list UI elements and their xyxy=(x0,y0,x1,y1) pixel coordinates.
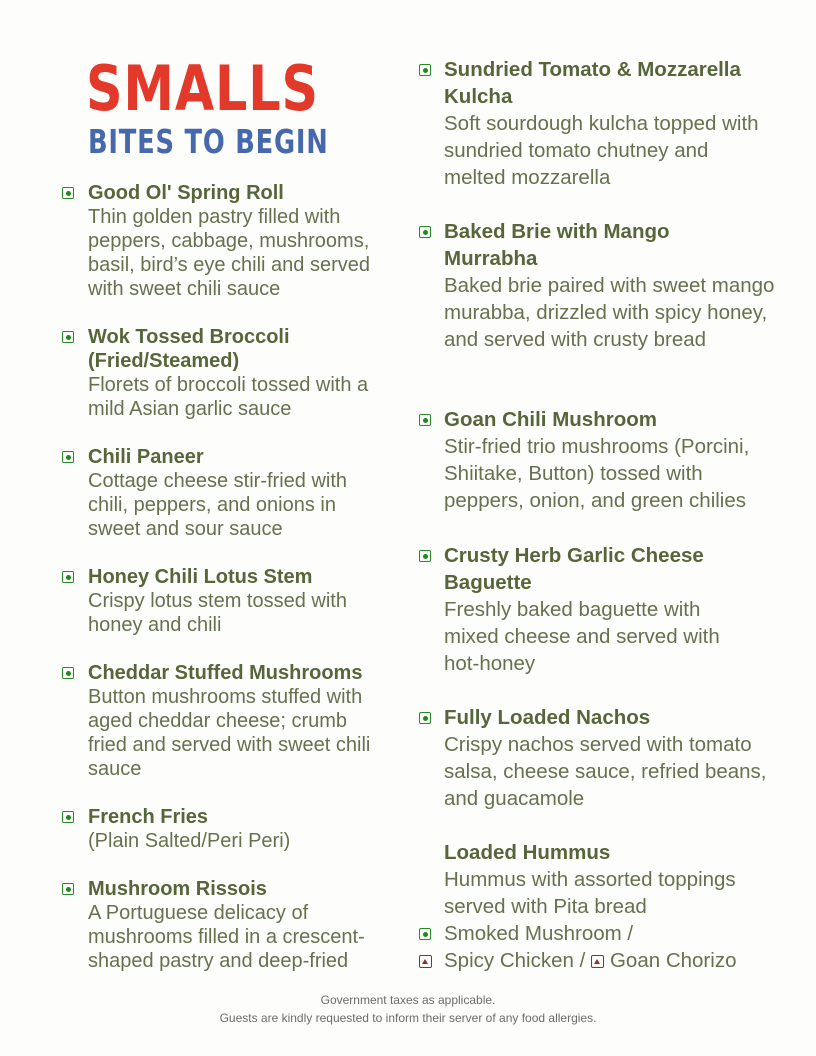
veg-icon xyxy=(62,187,74,199)
item-name: Good Ol' Spring Roll xyxy=(88,182,284,204)
nonveg-icon xyxy=(591,955,604,968)
menu-item xyxy=(444,56,784,191)
item-name: Loaded Hummus xyxy=(444,841,611,864)
option-label: Goan Chorizo xyxy=(609,949,737,972)
menu-item xyxy=(444,839,784,974)
veg-icon xyxy=(62,451,74,463)
menu-item xyxy=(88,805,388,853)
menu-item xyxy=(88,661,388,781)
item-name: Wok Tossed Broccoli (Fried/Steamed) xyxy=(88,326,290,372)
item-description: Thin golden pastry filled with peppers, cabbage, mushrooms, basil, bird’s eye chili and served with sweet chili sauce xyxy=(88,206,371,300)
item-name: French Fries xyxy=(88,806,209,828)
item-name: Crusty Herb Garlic Cheese Baguette xyxy=(444,544,704,594)
menu-item xyxy=(88,181,388,301)
item-description: Stir-fried trio mushrooms (Porcini, Shiitake, Button) tossed with peppers, onion, and green chilies xyxy=(444,435,750,512)
menu-item xyxy=(444,218,784,353)
veg-icon xyxy=(62,883,74,895)
hummus-option-nonveg xyxy=(444,947,784,974)
menu-item xyxy=(444,406,784,514)
menu-item xyxy=(88,445,388,541)
veg-icon xyxy=(419,550,431,562)
item-description: Freshly baked baguette with mixed cheese and served with hot-honey xyxy=(444,598,720,675)
veg-icon xyxy=(62,667,74,679)
menu-item xyxy=(444,704,784,812)
item-name: Honey Chili Lotus Stem xyxy=(88,566,313,588)
allergy-note: Guests are kindly requested to inform their server of any food allergies. xyxy=(219,1011,597,1025)
nonveg-icon xyxy=(419,955,432,968)
veg-icon xyxy=(419,226,431,238)
item-description: Soft sourdough kulcha topped with sundried tomato chutney and melted mozzarella xyxy=(444,112,759,189)
veg-icon xyxy=(62,571,74,583)
item-name: Fully Loaded Nachos xyxy=(444,706,651,729)
veg-icon xyxy=(62,331,74,343)
menu-item xyxy=(444,542,784,677)
item-description: Crispy lotus stem tossed with honey and chili xyxy=(88,590,347,636)
footer xyxy=(0,991,816,1027)
hummus-option-veg xyxy=(444,920,784,947)
menu-item xyxy=(88,325,388,421)
menu-item xyxy=(88,565,388,637)
item-description: Baked brie paired with sweet mango murabba, drizzled with spicy honey, and served with crusty bread xyxy=(444,274,775,351)
option-label: Spicy Chicken / xyxy=(444,949,586,972)
item-description: Button mushrooms stuffed with aged cheddar cheese; crumb fried and served with sweet chili sauce xyxy=(88,686,371,780)
item-description: Crispy nachos served with tomato salsa, cheese sauce, refried beans, and guacamole xyxy=(444,733,767,810)
item-name: Cheddar Stuffed Mushrooms xyxy=(88,662,363,684)
veg-icon xyxy=(419,712,431,724)
item-name: Chili Paneer xyxy=(88,446,204,468)
item-description: Hummus with assorted toppings served with Pita bread xyxy=(444,868,736,918)
veg-icon xyxy=(419,414,431,426)
page-title: SMALLS xyxy=(86,52,319,125)
item-description: Florets of broccoli tossed with a mild Asian garlic sauce xyxy=(88,374,369,420)
item-description: Cottage cheese stir-fried with chili, peppers, and onions in sweet and sour sauce xyxy=(88,470,348,540)
page-subtitle: BITES TO BEGIN xyxy=(88,122,329,161)
item-description: (Plain Salted/Peri Peri) xyxy=(88,830,291,852)
veg-icon xyxy=(419,64,431,76)
item-name: Goan Chili Mushroom xyxy=(444,408,657,431)
item-name: Mushroom Rissois xyxy=(88,878,267,900)
option-label: Smoked Mushroom / xyxy=(444,922,634,945)
veg-icon xyxy=(419,928,431,940)
menu-item xyxy=(88,877,388,973)
item-name: Sundried Tomato & Mozzarella Kulcha xyxy=(444,58,741,108)
veg-icon xyxy=(62,811,74,823)
item-name: Baked Brie with Mango Murrabha xyxy=(444,220,670,270)
tax-note: Government taxes as applicable. xyxy=(320,993,496,1007)
item-description: A Portuguese delicacy of mushrooms filled in a crescent-shaped pastry and deep-fried xyxy=(88,902,365,972)
